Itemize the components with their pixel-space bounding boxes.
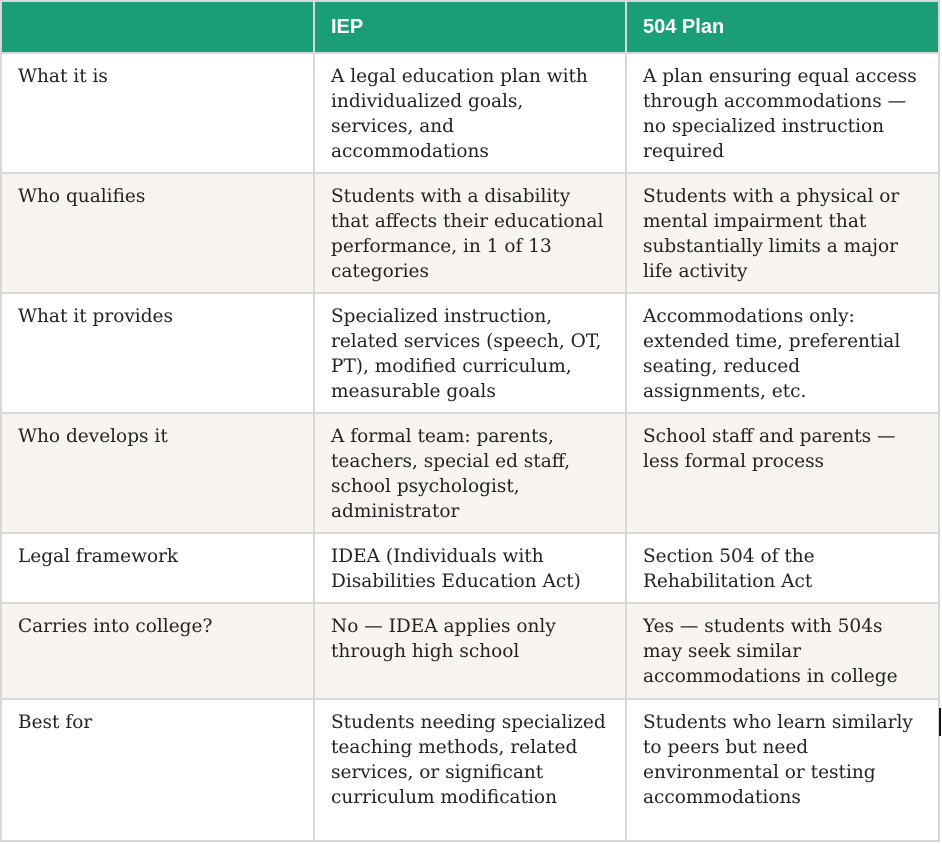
table-row-legal-framework [1, 533, 939, 603]
iep-cell: A formal team: parents, teachers, special ed staff, school psychologist, administrator [314, 413, 626, 533]
plan504-cell: Accommodations only: extended time, preferential seating, reduced assignments, etc. [626, 293, 939, 413]
table-row-who-develops-it [1, 413, 939, 533]
row-label: Who develops it [1, 413, 314, 533]
table-row-what-it-is [1, 53, 939, 173]
iep-cell: IDEA (Individuals with Disabilities Education Act) [314, 533, 626, 603]
table-row-what-it-provides [1, 293, 939, 413]
row-label: What it is [1, 53, 314, 173]
row-label: Legal framework [1, 533, 314, 603]
row-label: What it provides [1, 293, 314, 413]
plan504-cell: Yes — students with 504s may seek similar accommodations in college [626, 603, 939, 699]
row-label: Carries into college? [1, 603, 314, 699]
iep-cell: Students needing specialized teaching methods, related services, or significant curriculum modification [314, 699, 626, 841]
plan504-cell: Section 504 of the Rehabilitation Act [626, 533, 939, 603]
table-header-row [1, 1, 939, 53]
header-504-plan: 504 Plan [626, 1, 939, 53]
iep-cell: Students with a disability that affects their educational performance, in 1 of 13 categories [314, 173, 626, 293]
plan504-cell: A plan ensuring equal access through accommodations — no specialized instruction required [626, 53, 939, 173]
table-row-carries-into-college [1, 603, 939, 699]
plan504-cell: Students with a physical or mental impairment that substantially limits a major life activity [626, 173, 939, 293]
header-iep: IEP [314, 1, 626, 53]
text-cursor-caret [939, 708, 941, 736]
iep-cell: Specialized instruction, related services (speech, OT, PT), modified curriculum, measurable goals [314, 293, 626, 413]
plan504-cell: Students who learn similarly to peers but need environmental or testing accommodations [626, 699, 939, 841]
iep-cell: No — IDEA applies only through high school [314, 603, 626, 699]
row-label: Who qualifies [1, 173, 314, 293]
plan504-cell: School staff and parents — less formal process [626, 413, 939, 533]
table-row-who-qualifies [1, 173, 939, 293]
row-label: Best for [1, 699, 314, 841]
iep-cell: A legal education plan with individualized goals, services, and accommodations [314, 53, 626, 173]
table-row-best-for [1, 699, 939, 841]
header-corner-cell [1, 1, 314, 53]
